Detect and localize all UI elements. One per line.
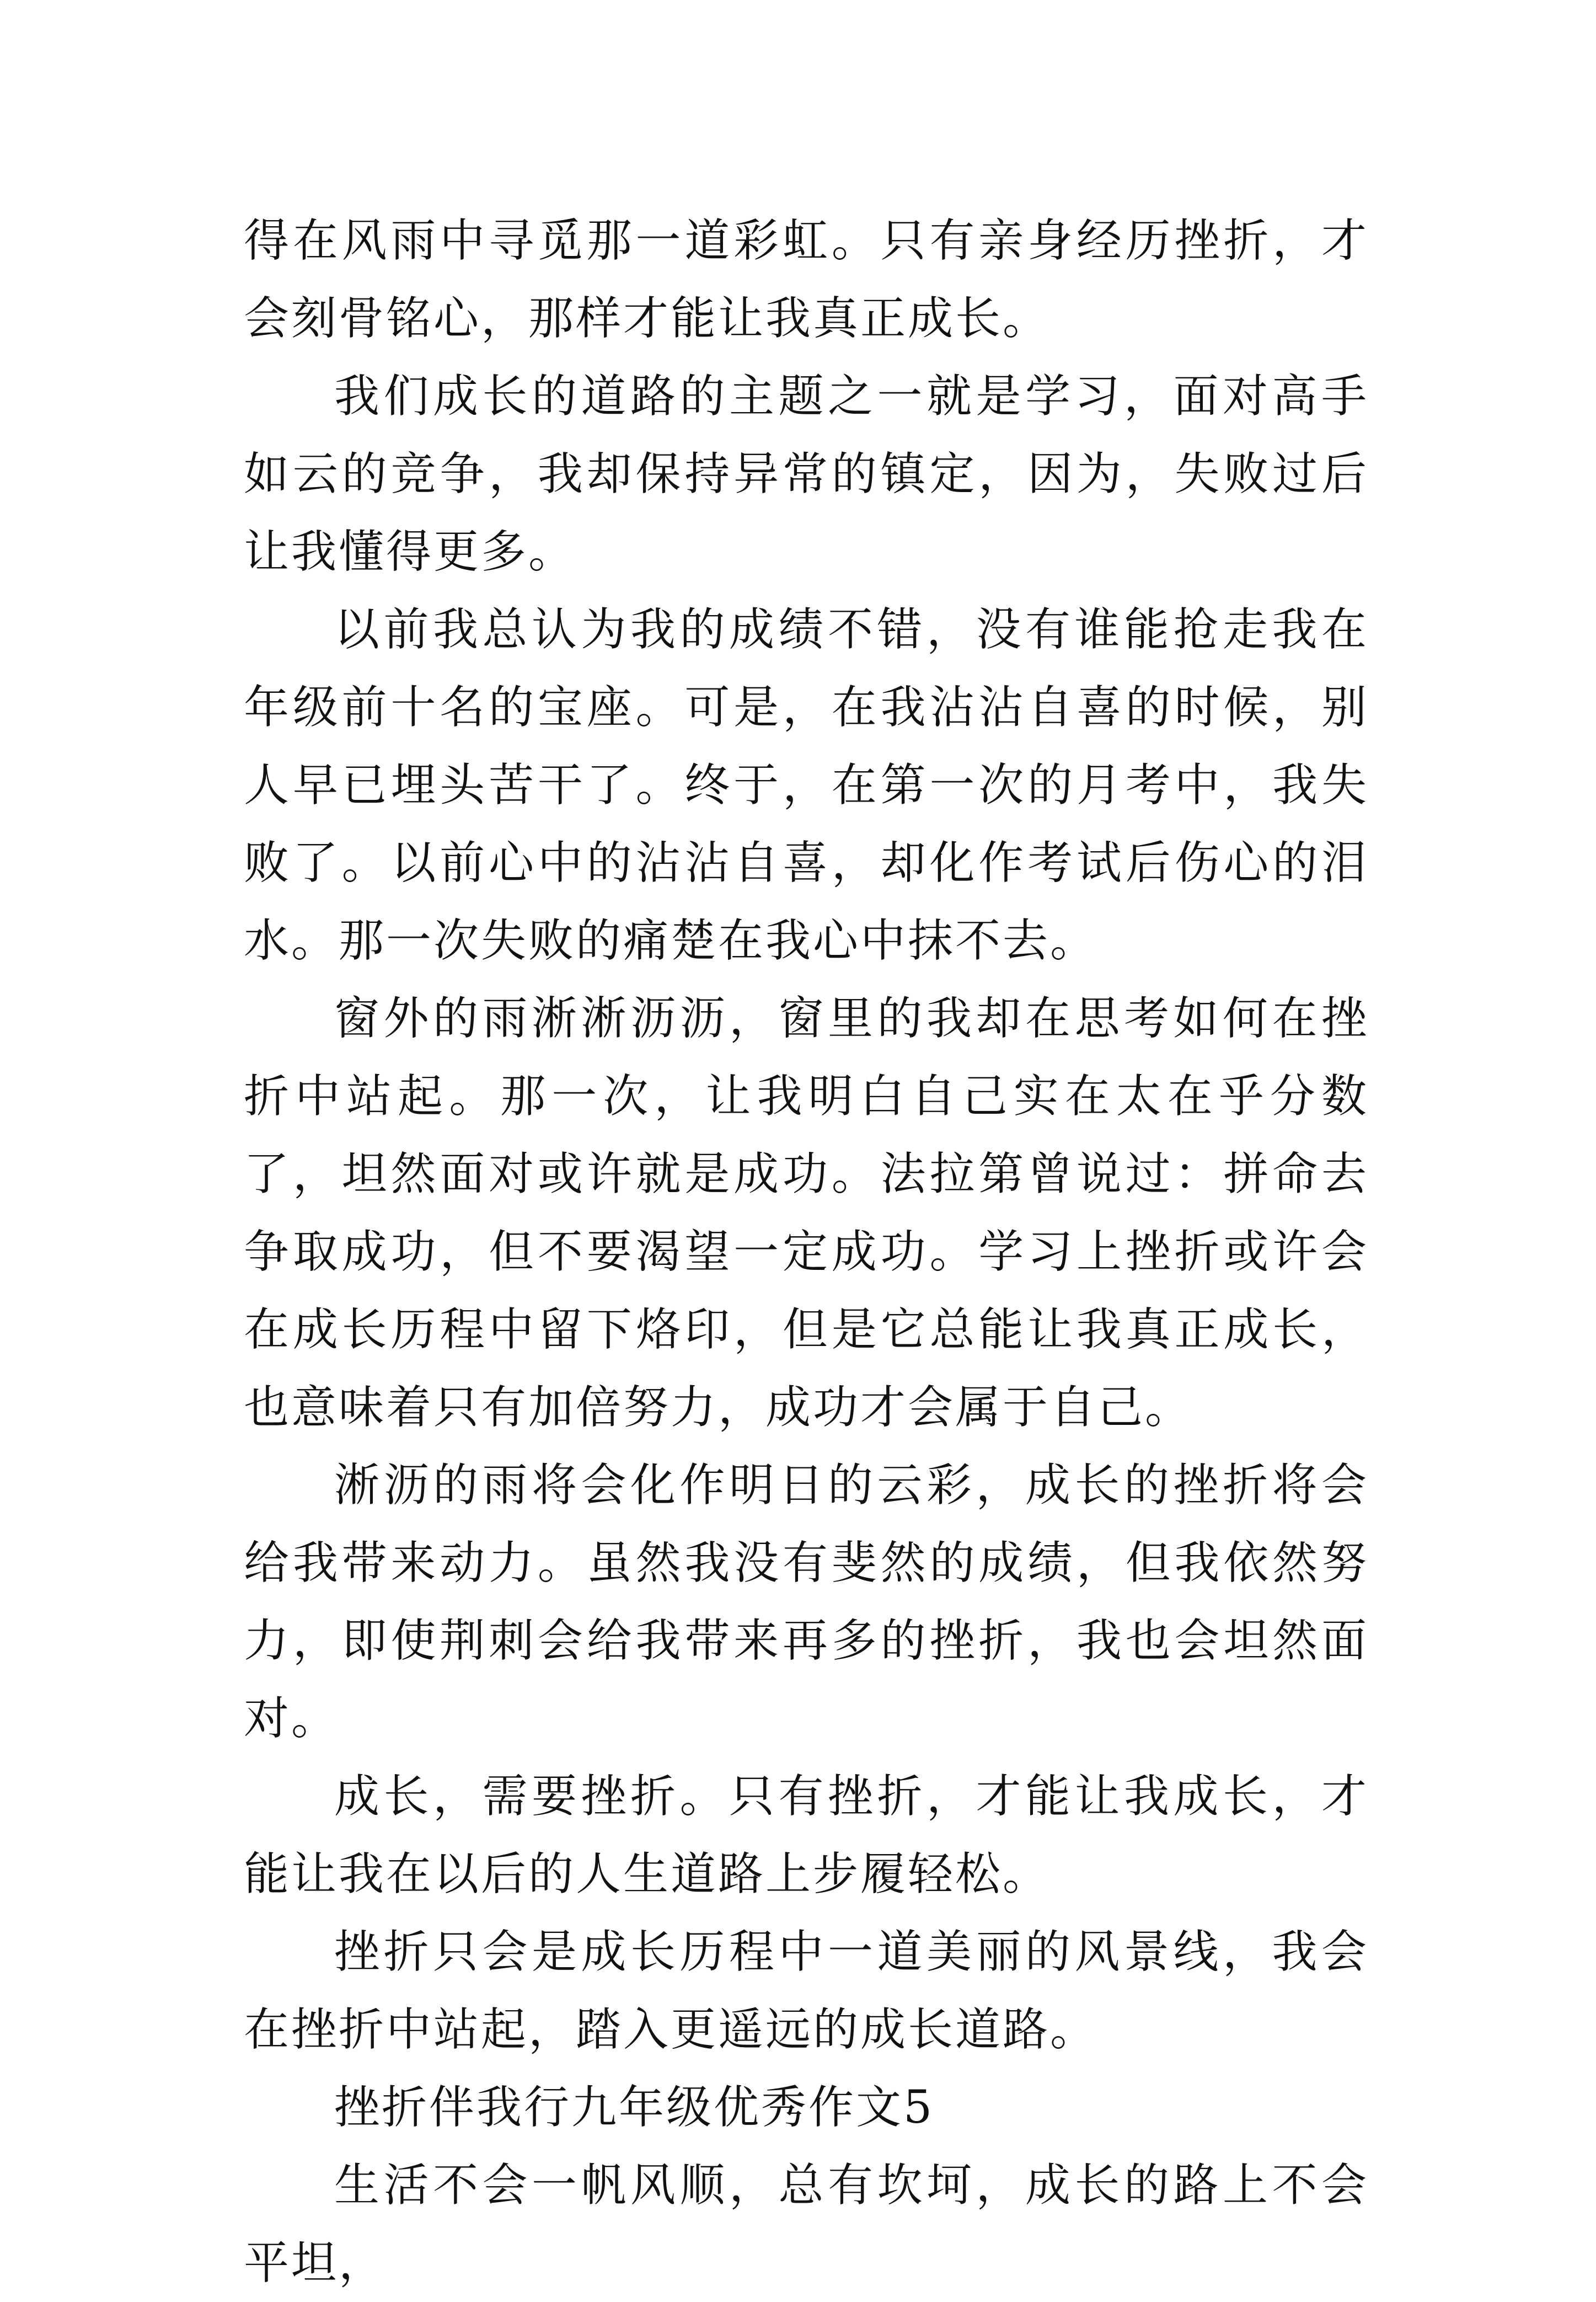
essay-heading: 挫折伴我行九年级优秀作文5 (334, 2081, 935, 2134)
paragraph-final: 生活不会一帆风顺，总有坎坷，成长的路上不会平坦， (244, 2159, 1369, 2289)
paragraph-growth-needs-setbacks: 成长，需要挫折。只有挫折，才能让我成长，才能让我在以后的人生道路上步履轻松。 (244, 1770, 1369, 1900)
document-body (244, 202, 1369, 2302)
paragraph-scenery-line: 挫折只会是成长历程中一道美丽的风景线，我会在挫折中站起，踏入更遥远的成长道路。 (244, 1926, 1369, 2056)
paragraph-motivation: 淅沥的雨将会化作明日的云彩，成长的挫折将会给我带来动力。虽然我没有斐然的成绩，但我依然努力，即使荆刺会给我带来再多的挫折，我也会坦然面对。 (244, 1459, 1369, 1745)
paragraph-exam-failure: 以前我总认为我的成绩不错，没有谁能抢走我在年级前十名的宝座。可是，在我沾沾自喜的时候，别人早已埋头苦干了。终于，在第一次的月考中，我失败了。以前心中的沾沾自喜，却化作考试后伤心的泪水。那一次失败的痛楚在我心中抹不去。 (244, 603, 1369, 967)
paragraph-learning-theme: 我们成长的道路的主题之一就是学习，面对高手如云的竞争，我却保持异常的镇定，因为，失败过后让我懂得更多。 (244, 370, 1369, 578)
paragraph-continued: 得在风雨中寻觅那一道彩虹。只有亲身经历挫折，才会刻骨铭心，那样才能让我真正成长。 (244, 215, 1369, 345)
paragraph-reflection: 窗外的雨淅淅沥沥，窗里的我却在思考如何在挫折中站起。那一次，让我明白自己实在太在乎分数了，坦然面对或许就是成功。法拉第曾说过：拼命去争取成功，但不要渴望一定成功。学习上挫折或许会在成长历程中留下烙印，但是它总能让我真正成长，也意味着只有加倍努力，成功才会属于自己。 (244, 992, 1369, 1434)
